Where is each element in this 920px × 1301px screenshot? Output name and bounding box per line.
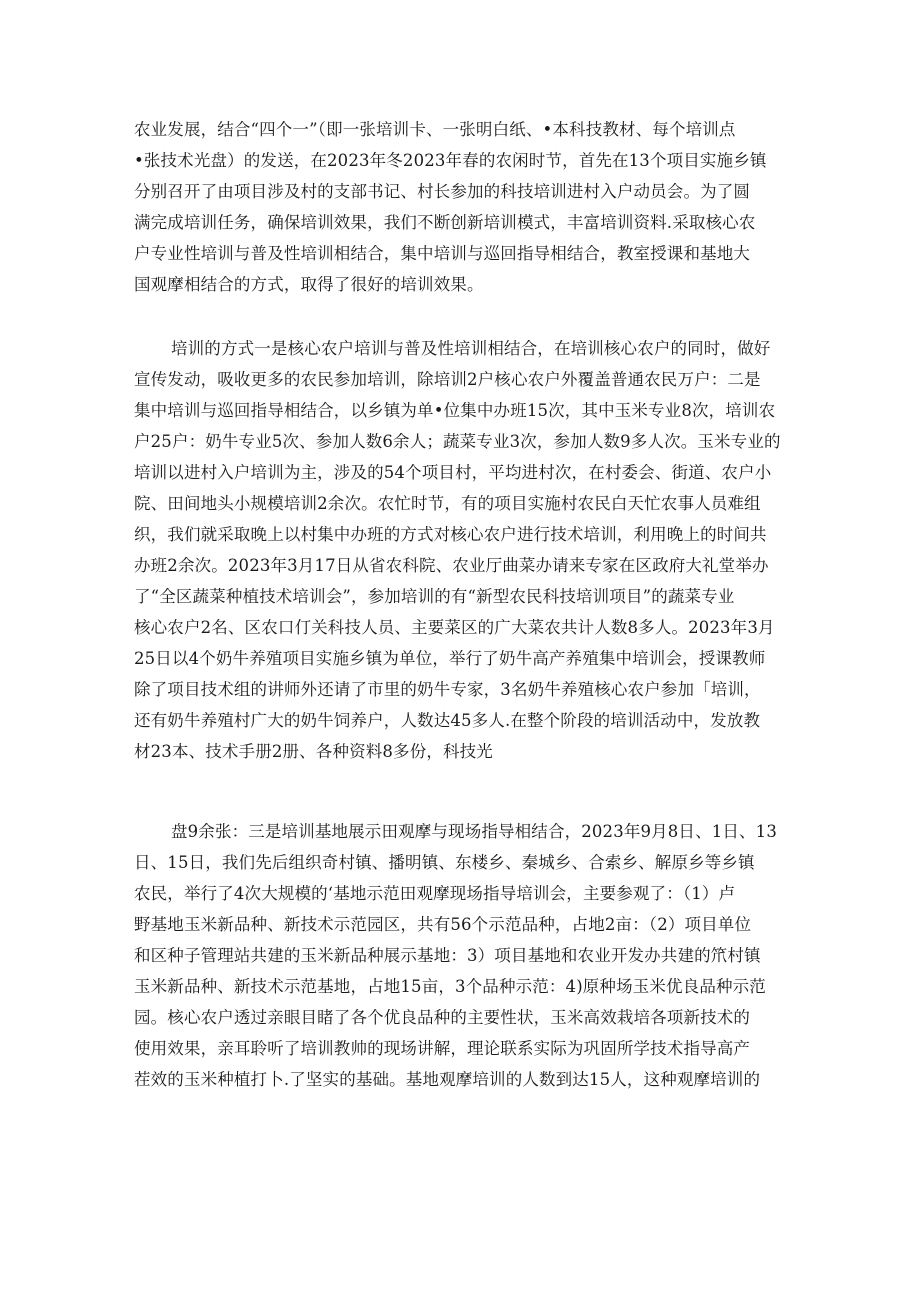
text-line: 和区种子管理站共建的玉米新品种展示基地：3）项目基地和农业开发办共建的笊村镇 <box>134 946 761 965</box>
paragraph-1 <box>134 114 786 300</box>
text-line: 集中培训与巡回指导相结合，以乡镇为单•位集中办班15次，其中玉米专业8次，培训农 <box>134 401 776 420</box>
text-line: 25日以4个奶牛养殖项目实施乡镇为单位，举行了奶牛高产养殖集中培训会，授课教师 <box>134 649 766 668</box>
text-line: 材23本、技术手册2册、各种资料8多份，科技光 <box>134 742 493 761</box>
text-line: •张技术光盘）的发送，在2023年冬2023年春的农闲时节，首先在13个项目实施乡镇 <box>134 151 767 170</box>
text-line: 盘9余张：三是培训基地展示田观摩与现场指导相结合，2023年9月8日、1日、13 <box>171 822 777 841</box>
paragraph-3 <box>134 816 786 1095</box>
text-line: 宣传发动，吸收更多的农民参加培训，除培训2户核心农户外覆盖普通农民万户：二是 <box>134 370 761 389</box>
text-line: 院、田间地头小规模培训2余次。农忙时节，有的项目实施村农民白天忙农事人员难组 <box>134 494 761 513</box>
text-line: 国观摩相结合的方式，取得了很好的培训效果。 <box>134 275 484 294</box>
text-line: 日、15日，我们先后组织奇村镇、播明镇、东楼乡、秦城乡、合索乡、解原乡等乡镇 <box>134 853 755 872</box>
text-line: 户专业性培训与普及性培训相结合，集中培训与巡回指导相结合，教室授课和基地大 <box>134 244 751 263</box>
text-line: 分别召开了由项目涉及村的支部书记、村长参加的科技培训进村入户动员会。为了圆 <box>134 182 751 201</box>
text-line: 玉米新品种、新技术示范基地，占地15亩，3个品种示范：4)原种场玉米优良品种示范 <box>134 977 766 996</box>
text-line: 培训以进村入户培训为主，涉及的54个项目村，平均进村次，在村委会、街道、农户小 <box>134 463 772 482</box>
text-line: 户25户：奶牛专业5次、参加人数6余人；蔬菜专业3次，参加人数9多人次。玉米专业的 <box>134 432 781 451</box>
text-line: 织，我们就采取晚上以村集中办班的方式对核心农户进行技术培训，利用晚上的时间共 <box>134 525 767 544</box>
text-line: 核心农户2名、区农口仃关科技人员、主要菜区的广大菜农共计人数8多人。2023年3月 <box>134 618 775 637</box>
text-line: 培训的方式一是核心农户培训与普及性培训相结合，在培训核心农户的同时，做好 <box>171 339 771 358</box>
text-line: 办班2余次。2023年3月17日从省农科院、农业厅曲菜办请来专家在区政府大礼堂举办 <box>134 556 769 575</box>
paragraph-2 <box>134 333 786 767</box>
text-line: 野基地玉米新品种、新技术示范园区，共有56个示范品种，占地2亩：（2）项目单位 <box>134 915 752 934</box>
text-line: 满完成培训任务，确保培训效果，我们不断创新培训模式，丰富培训资料.采取核心农 <box>134 213 756 232</box>
text-line: 园。核心农户透过亲眼目睹了各个优良品种的主要性状，玉米高效栽培各项新技术的 <box>134 1008 751 1027</box>
text-line: 使用效果，亲耳聆听了培训教帅的现场讲解，理论联系实际为巩固所学技术指导高产 <box>134 1039 751 1058</box>
text-line: 了“全区蔬菜种植技术培训会”，参加培训的有“新型农民科技培训项目”的蔬菜专业 <box>134 587 735 606</box>
text-line: 还有奶牛养殖村广大的奶牛饲养户，人数达45多人.在整个阶段的培训活动中，发放教 <box>134 711 761 730</box>
text-line: 除了项目技术组的讲师外还请了市里的奶牛专家，3名奶牛养殖核心农户参加「培训， <box>134 680 761 699</box>
text-line: 茬效的玉米种植打卜.了坚实的基础。基地观摩培训的人数到达15人，这种观摩培训的 <box>134 1070 761 1089</box>
text-line: 农业发展，结合“四个一”（即一张培训卡、一张明白纸、•本科技教材、每个培训点 <box>134 120 736 139</box>
text-line: 农民，举行了4次大规模的‘基地示范田观摩现场指导培训会，主要参观了：（1）卢 <box>134 884 736 903</box>
